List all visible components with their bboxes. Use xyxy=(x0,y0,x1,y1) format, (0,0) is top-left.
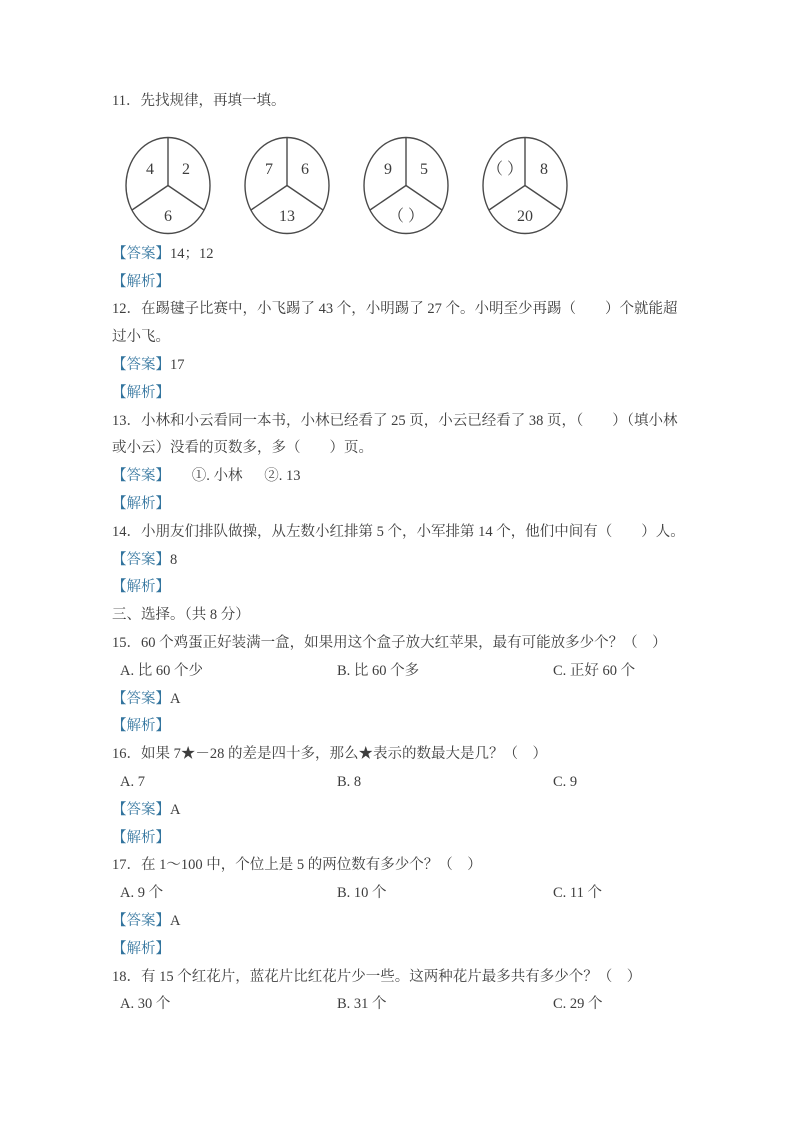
q15-answer-line xyxy=(112,686,694,714)
circle-2-bottom-value: 13 xyxy=(279,207,295,225)
circle-1-left-value: 4 xyxy=(146,160,154,178)
answer-label: 【答案】 xyxy=(112,912,170,929)
q12-answer-line xyxy=(112,352,694,380)
q11-answer-value: 14；12 xyxy=(170,245,214,262)
q13-answer-value: ①. 小林 ②. 13 xyxy=(170,468,301,485)
question-17-text: 17．在 1～100 中，个位上是 5 的两位数有多少个？（ ） xyxy=(112,857,482,874)
q16-option-b: B. 8 xyxy=(337,773,362,790)
q15-option-c: C. 正好 60 个 xyxy=(553,662,636,679)
analysis-label: 【解析】 xyxy=(112,940,170,957)
q14-answer-value: 8 xyxy=(170,551,178,568)
circle-diagram-2 xyxy=(244,136,330,235)
q15-answer-value: A xyxy=(170,690,181,707)
q17-answer-line xyxy=(112,908,694,936)
circle-2-left-value: 7 xyxy=(265,160,273,178)
analysis-label: 【解析】 xyxy=(112,718,170,735)
q18-option-a: A. 30 个 xyxy=(120,996,171,1013)
circle-4-left-blank: （ ） xyxy=(486,160,524,178)
question-14-text: 14．小朋友们排队做操，从左数小红排第 5 个，小军排第 14 个，他们中间有（ ）人。 xyxy=(112,523,685,540)
q17-option-c: C. 11 个 xyxy=(553,885,603,902)
analysis-label: 【解析】 xyxy=(112,273,170,290)
q15-options-row xyxy=(112,658,694,686)
question-12-text-line2: 过小飞。 xyxy=(112,329,170,346)
section-3-title: 三、选择。（共 8 分） xyxy=(112,607,250,624)
q13-answer-line xyxy=(112,463,694,491)
q17-analysis-line xyxy=(112,936,694,964)
answer-label: 【答案】 xyxy=(112,801,170,818)
q15-analysis-line xyxy=(112,713,694,741)
q17-answer-value: A xyxy=(170,912,181,929)
answer-label: 【答案】 xyxy=(112,468,170,485)
q11-analysis-line xyxy=(112,269,694,297)
circle-4-bottom-value: 20 xyxy=(517,207,533,225)
question-13-text-line1: 13．小林和小云看同一本书，小林已经看了 25 页，小云已经看了 38 页，（ ）（填小林 xyxy=(112,412,678,429)
question-12-text-line1: 12．在踢毽子比赛中，小飞踢了 43 个，小明踢了 27 个。小明至少再踢（ ）个就能超 xyxy=(112,301,678,318)
q18-option-b: B. 31 个 xyxy=(337,996,387,1013)
circle-3-right-value: 5 xyxy=(420,160,428,178)
question-11-text: 11．先找规律，再填一填。 xyxy=(112,93,286,109)
q14-answer-line xyxy=(112,547,694,575)
circle-diagram-1 xyxy=(125,136,211,235)
circle-3-left-value: 9 xyxy=(384,160,392,178)
q17-option-a: A. 9 个 xyxy=(120,885,164,902)
circle-2-right-value: 6 xyxy=(301,160,309,178)
q16-options-row xyxy=(112,769,694,797)
analysis-label: 【解析】 xyxy=(112,829,170,846)
q18-option-c: C. 29 个 xyxy=(553,996,603,1013)
q18-options-row xyxy=(112,991,694,1019)
analysis-label: 【解析】 xyxy=(112,579,170,596)
answer-label: 【答案】 xyxy=(112,245,170,262)
q11-answer-line xyxy=(112,241,694,269)
circle-diagram-4 xyxy=(482,136,568,235)
analysis-label: 【解析】 xyxy=(112,384,170,401)
q16-answer-line xyxy=(112,797,694,825)
answer-label: 【答案】 xyxy=(112,356,170,373)
question-16-text: 16．如果 7★－28 的差是四十多，那么★表示的数最大是几？（ ） xyxy=(112,746,547,763)
q16-analysis-line xyxy=(112,825,694,853)
q16-option-a: A. 7 xyxy=(120,773,145,790)
circle-4-right-value: 8 xyxy=(540,160,548,178)
question-18-text: 18．有 15 个红花片，蓝花片比红花片少一些。这两种花片最多共有多少个？（ ） xyxy=(112,968,642,985)
q14-analysis-line xyxy=(112,574,694,602)
analysis-label: 【解析】 xyxy=(112,495,170,512)
q11-circle-diagrams xyxy=(125,136,694,235)
worksheet-content xyxy=(112,88,694,1019)
question-13-text-line2: 或小云）没看的页数多，多（ ）页。 xyxy=(112,440,373,457)
q16-answer-value: A xyxy=(170,801,181,818)
q16-option-c: C. 9 xyxy=(553,773,578,790)
q12-analysis-line xyxy=(112,380,694,408)
question-15-text: 15．60 个鸡蛋正好装满一盒，如果用这个盒子放大红苹果，最有可能放多少个？（ ） xyxy=(112,634,667,651)
q12-answer-value: 17 xyxy=(170,356,185,373)
circle-1-bottom-value: 6 xyxy=(164,207,172,225)
circle-1-right-value: 2 xyxy=(182,160,190,178)
circle-3-bottom-blank: （ ） xyxy=(387,207,425,225)
q17-option-b: B. 10 个 xyxy=(337,885,387,902)
q15-option-a: A. 比 60 个少 xyxy=(120,662,203,679)
circle-diagram-3 xyxy=(363,136,449,235)
answer-label: 【答案】 xyxy=(112,690,170,707)
q13-analysis-line xyxy=(112,491,694,519)
q17-options-row xyxy=(112,880,694,908)
answer-label: 【答案】 xyxy=(112,551,170,568)
q15-option-b: B. 比 60 个多 xyxy=(337,662,420,679)
